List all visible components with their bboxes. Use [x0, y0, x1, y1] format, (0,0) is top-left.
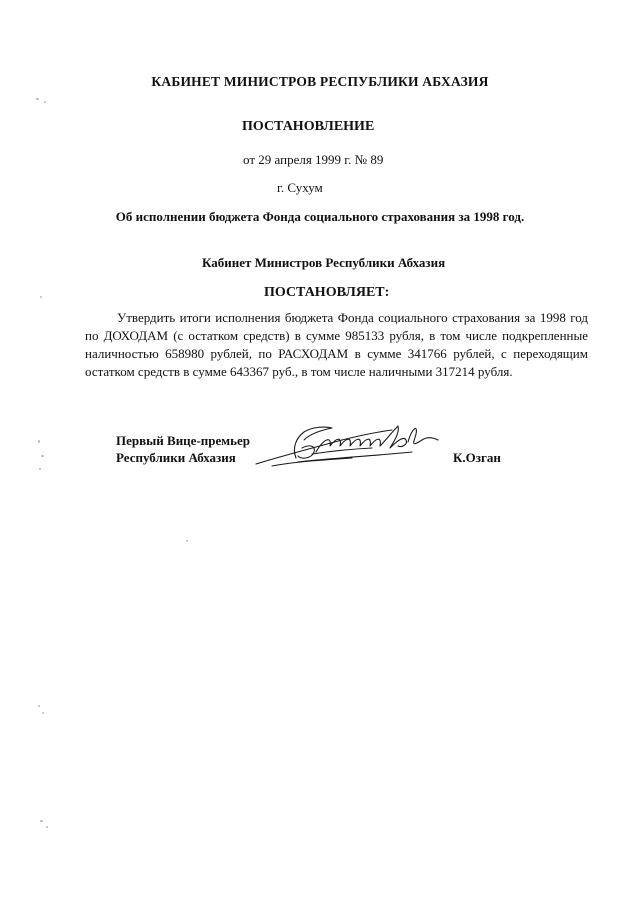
document-city: г. Сухум — [277, 180, 323, 195]
scan-speck — [42, 712, 44, 714]
scan-speck — [39, 468, 41, 470]
signatory-position-line1: Первый Вице-премьер — [116, 433, 250, 448]
signatory-name: К.Озган — [453, 450, 501, 465]
scan-speck — [40, 820, 43, 822]
handwritten-signature — [252, 418, 442, 470]
scan-speck — [44, 101, 46, 103]
document-date-number: от 29 апреля 1999 г. № 89 — [243, 152, 384, 167]
scan-speck — [41, 455, 44, 457]
issuer-line: Кабинет Министров Республики Абхазия — [202, 255, 446, 270]
decrees-heading: ПОСТАНОВЛЯЕТ: — [264, 285, 390, 300]
scan-speck — [186, 540, 188, 542]
scan-speck — [36, 98, 39, 100]
scan-speck — [40, 296, 42, 298]
scan-speck — [46, 826, 48, 828]
resolution-body: Утвердить итоги исполнения бюджета Фонда социального страхования за 1998 год по ДОХОДАМ (с остатком средств) в сумме 985133 рубля, в том числе подкрепленные наличностью 658980 рублей, по РАСХОДАМ в сумме 341766 рублей, с переходящим остатком средств в сумме 643367 руб., в том числе наличными 317214 рубля. — [85, 310, 588, 379]
organization-title: КАБИНЕТ МИНИСТРОВ РЕСПУБЛИКИ АБХАЗИЯ — [151, 74, 489, 89]
document-subject: Об исполнении бюджета Фонда социального страхования за 1998 год. — [115, 209, 525, 224]
scan-speck — [38, 705, 40, 707]
signatory-position-line2: Республики Абхазия — [116, 450, 236, 465]
document-type: ПОСТАНОВЛЕНИЕ — [242, 119, 375, 134]
scan-speck — [38, 440, 40, 443]
